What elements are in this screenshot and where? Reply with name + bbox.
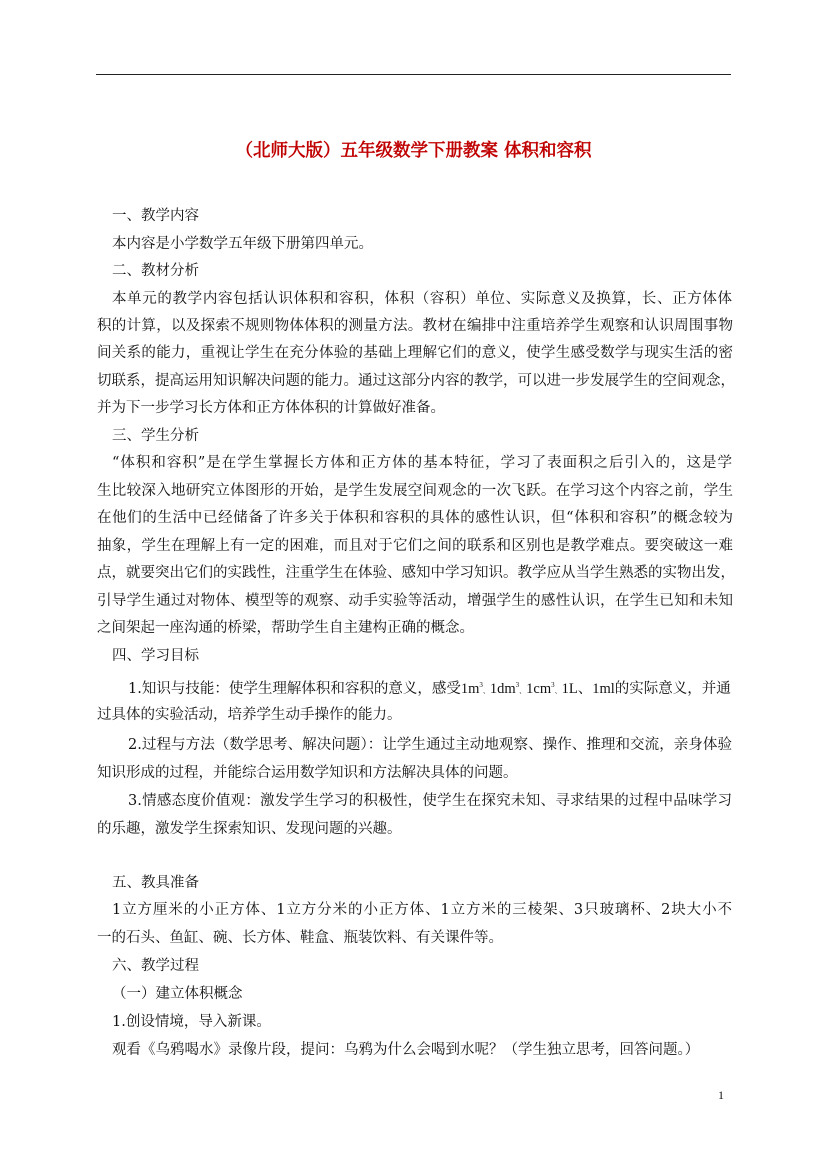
paragraph-line: 并为下一步学习长方体和正方体体积的计算做好准备。 (97, 400, 445, 416)
section-heading-process: 六、教学过程 (112, 958, 199, 974)
paragraph-line: 切联系，提高运用知识解决问题的能力。通过这部分内容的教学，可以进一步发展学生的空间观念， (97, 373, 735, 389)
paragraph-line: 过具体的实验活动，培养学生动手操作的能力。 (97, 707, 402, 723)
document-title: （北师大版）五年级数学下册教案 体积和容积 (235, 141, 592, 161)
paragraph-line: 抽象，学生在理解上有一定的困难，而且对于它们之间的联系和区别也是教学难点。要突破这一难 (97, 538, 733, 554)
unit-cubic-centimeter: $1cm^3$ (526, 681, 555, 697)
paragraph-line: 之间架起一座沟通的桥梁，帮助学生自主建构正确的概念。 (97, 620, 474, 636)
unit-cubic-meter: $1m^3$ (460, 681, 483, 697)
section-heading-material: 二、教材分析 (112, 263, 199, 279)
paragraph-line: 本单元的教学内容包括认识体积和容积，体积（容积）单位、实际意义及换算，长、正方体体 (112, 291, 732, 307)
subsection-heading: （一）建立体积概念 (112, 986, 243, 1002)
unit-cubic-decimeter: $1dm^3$ (489, 681, 520, 697)
paragraph-line: 观看《乌鸦喝水》录像片段，提问：乌鸦为什么会喝到水呢？（学生独立思考，回答问题。） (112, 1042, 700, 1058)
paragraph-line: 1.创设情境，导入新课。 (112, 1014, 271, 1030)
paragraph-line: 生比较深入地研究立体图形的开始，是学生发展空间观念的一次飞跃。在学习这个内容之前，学生 (97, 483, 733, 499)
paragraph-line-units (128, 675, 732, 701)
section-heading-content: 一、教学内容 (112, 208, 199, 224)
paragraph-line: 知识形成的过程，并能综合运用数学知识和方法解决具体的问题。 (97, 765, 518, 781)
unit-liter: 1L (561, 681, 578, 697)
paragraph-line: “体积和容积”是在学生掌握长方体和正方体的基本特征，学习了表面积之后引入的，这是学 (112, 455, 732, 471)
paragraph-line: 一的石头、鱼缸、碗、长方体、鞋盒、瓶装饮料、有关课件等。 (97, 930, 503, 946)
unit-separator: 、 (519, 687, 527, 695)
paragraph-line: 引导学生通过对物体、模型等的观察、动手实验等活动，增强学生的感性认识，在学生已知和未知 (97, 593, 733, 609)
unit-milliliter: 1ml (592, 681, 615, 697)
section-heading-students: 三、学生分析 (112, 428, 199, 444)
paragraph-line: 点，就要突出它们的实践性，注重学生在体验、感知中学习知识。教学应从当学生熟悉的实物出发， (97, 565, 735, 581)
unit-separator: 、 (577, 681, 593, 697)
paragraph-line: 的乐趣，激发学生探索知识、发现问题的兴趣。 (97, 821, 402, 837)
paragraph-line: 在他们的生活中已经储备了许多关于体积和容积的具体的感性认识，但“体积和容积”的概念较为 (97, 510, 733, 526)
header-rule (96, 74, 731, 75)
paragraph-line: 2.过程与方法（数学思考、解决问题）：让学生通过主动地观察、操作、推理和交流，亲身体验 (128, 737, 732, 753)
paragraph-line: 积的计算，以及探索不规则物体体积的测量方法。教材在编排中注重培养学生观察和认识周围事物 (97, 318, 733, 334)
paragraph-line: 1立方厘米的小正方体、1立方分米的小正方体、1立方米的三棱架、3只玻璃杯、2块大小不 (112, 902, 732, 918)
goal-text-end: 的实际意义，并通 (614, 681, 731, 697)
paragraph-line: 3.情感态度价值观：激发学生学习的积极性，使学生在探究未知、寻求结果的过程中品味学习 (128, 793, 732, 809)
page-number: 1 (718, 1088, 724, 1102)
section-heading-materials: 五、教具准备 (112, 875, 199, 891)
goal-text-start: 1.知识与技能：使学生理解体积和容积的意义，感受 (128, 681, 461, 697)
unit-separator: 、 (482, 687, 490, 695)
paragraph-line: 间关系的能力，重视让学生在充分体验的基础上理解它们的意义，使学生感受数学与现实生活的密 (97, 345, 733, 361)
section-heading-goals: 四、学习目标 (112, 648, 199, 664)
paragraph-line: 本内容是小学数学五年级下册第四单元。 (112, 236, 373, 252)
unit-separator: 、 (554, 687, 562, 695)
